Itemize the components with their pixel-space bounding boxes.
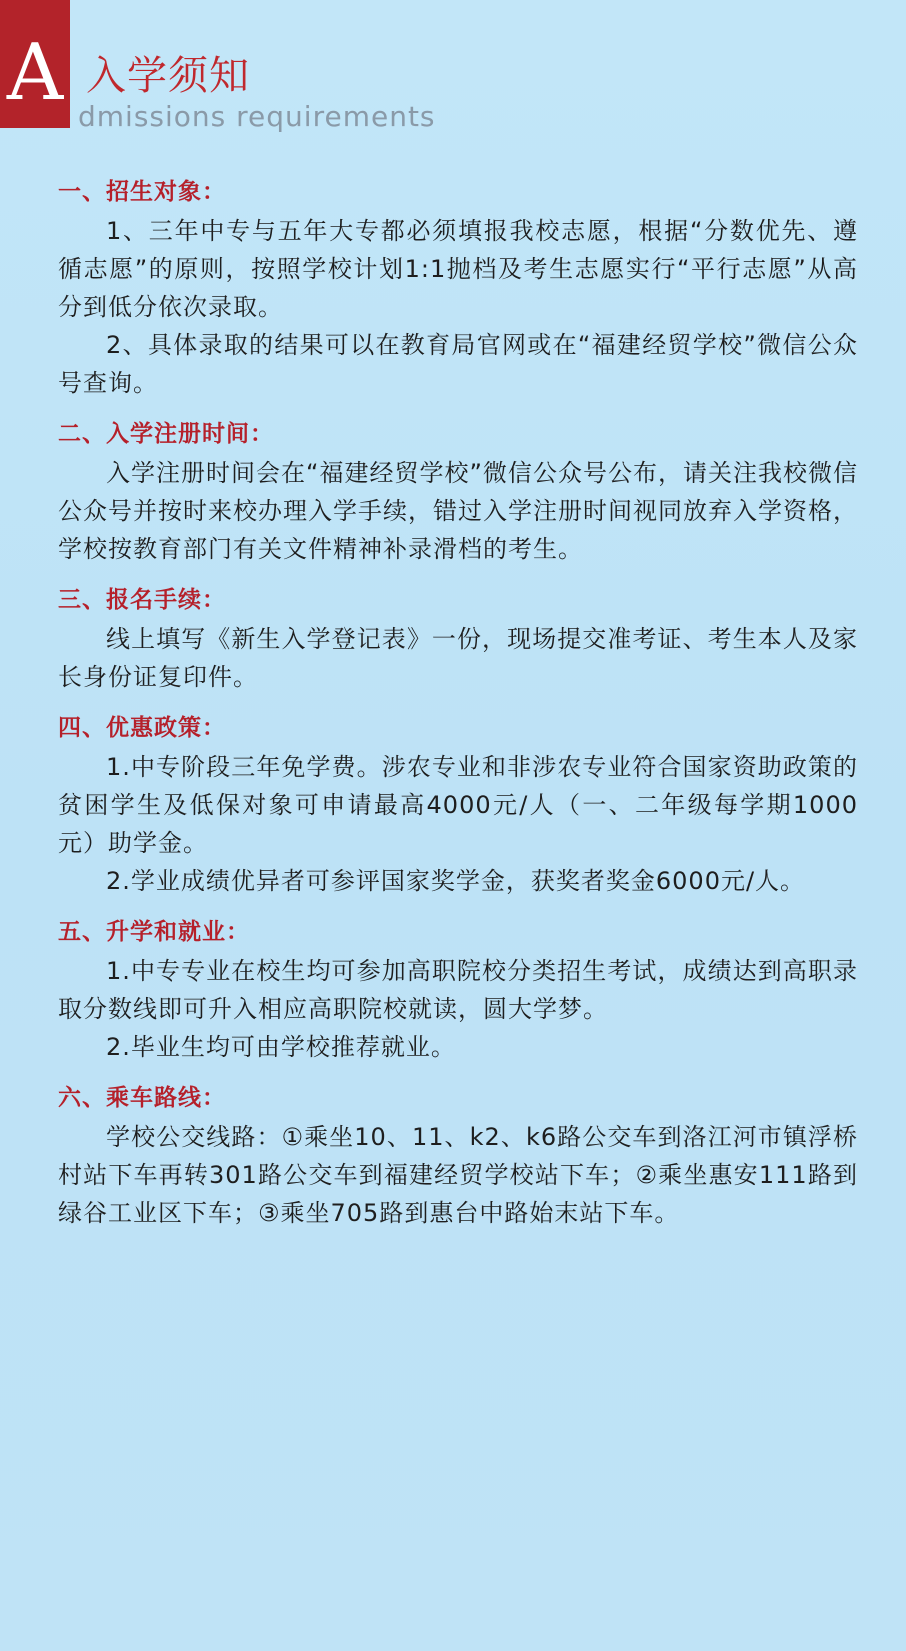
section-paragraph: 入学注册时间会在“福建经贸学校”微信公众号公布，请关注我校微信公众号并按时来校办理入学手续，错过入学注册时间视同放弃入学资格，学校按教育部门有关文件精神补录滑档的考生。 [58, 459, 858, 563]
section-paragraph: 2.毕业生均可由学校推荐就业。 [106, 1033, 456, 1061]
section-paragraph: 1、三年中专与五年大专都必须填报我校志愿，根据“分数优先、遵循志愿”的原则，按照学校计划1:1抛档及考生志愿实行“平行志愿”从高分到低分依次录取。 [58, 217, 858, 321]
section-paragraph: 1.中专阶段三年免学费。涉农专业和非涉农专业符合国家资助政策的贫困学生及低保对象可申请最高4000元/人（一、二年级每学期1000元）助学金。 [58, 753, 858, 857]
logo-letter-box [0, 0, 70, 128]
section-preferential-policy [58, 708, 858, 900]
section-bus-routes [58, 1078, 858, 1232]
section-heading: 一、招生对象： [58, 179, 226, 205]
section-application-procedure [58, 580, 858, 696]
section-paragraph: 线上填写《新生入学登记表》一份，现场提交准考证、考生本人及家长身份证复印件。 [58, 625, 858, 691]
page-header [0, 0, 906, 160]
section-registration-time [58, 414, 858, 568]
section-enrollment-targets [58, 172, 858, 402]
section-heading: 四、优惠政策： [58, 715, 226, 741]
page-title: 入学须知 [86, 53, 250, 99]
section-heading: 二、入学注册时间： [58, 421, 274, 447]
section-paragraph: 2.学业成绩优异者可参评国家奖学金，获奖者奖金6000元/人。 [106, 867, 806, 895]
section-paragraph: 1.中专专业在校生均可参加高职院校分类招生考试，成绩达到高职录取分数线即可升入相应高职院校就读，圆大学梦。 [58, 957, 858, 1023]
section-further-study-employment [58, 912, 858, 1066]
content-body [58, 172, 858, 1244]
page-subtitle: dmissions requirements [78, 100, 436, 133]
section-paragraph: 2、具体录取的结果可以在教育局官网或在“福建经贸学校”微信公众号查询。 [58, 331, 858, 397]
section-paragraph: 学校公交线路：①乘坐10、11、k2、k6路公交车到洛江河市镇浮桥村站下车再转301路公交车到福建经贸学校站下车；②乘坐惠安111路到绿谷工业区下车；③乘坐705路到惠台中路始末站下车。 [58, 1123, 858, 1227]
section-heading: 三、报名手续： [58, 587, 226, 613]
section-heading: 五、升学和就业： [58, 919, 250, 945]
logo-letter: A [6, 28, 64, 118]
section-heading: 六、乘车路线： [58, 1085, 226, 1111]
